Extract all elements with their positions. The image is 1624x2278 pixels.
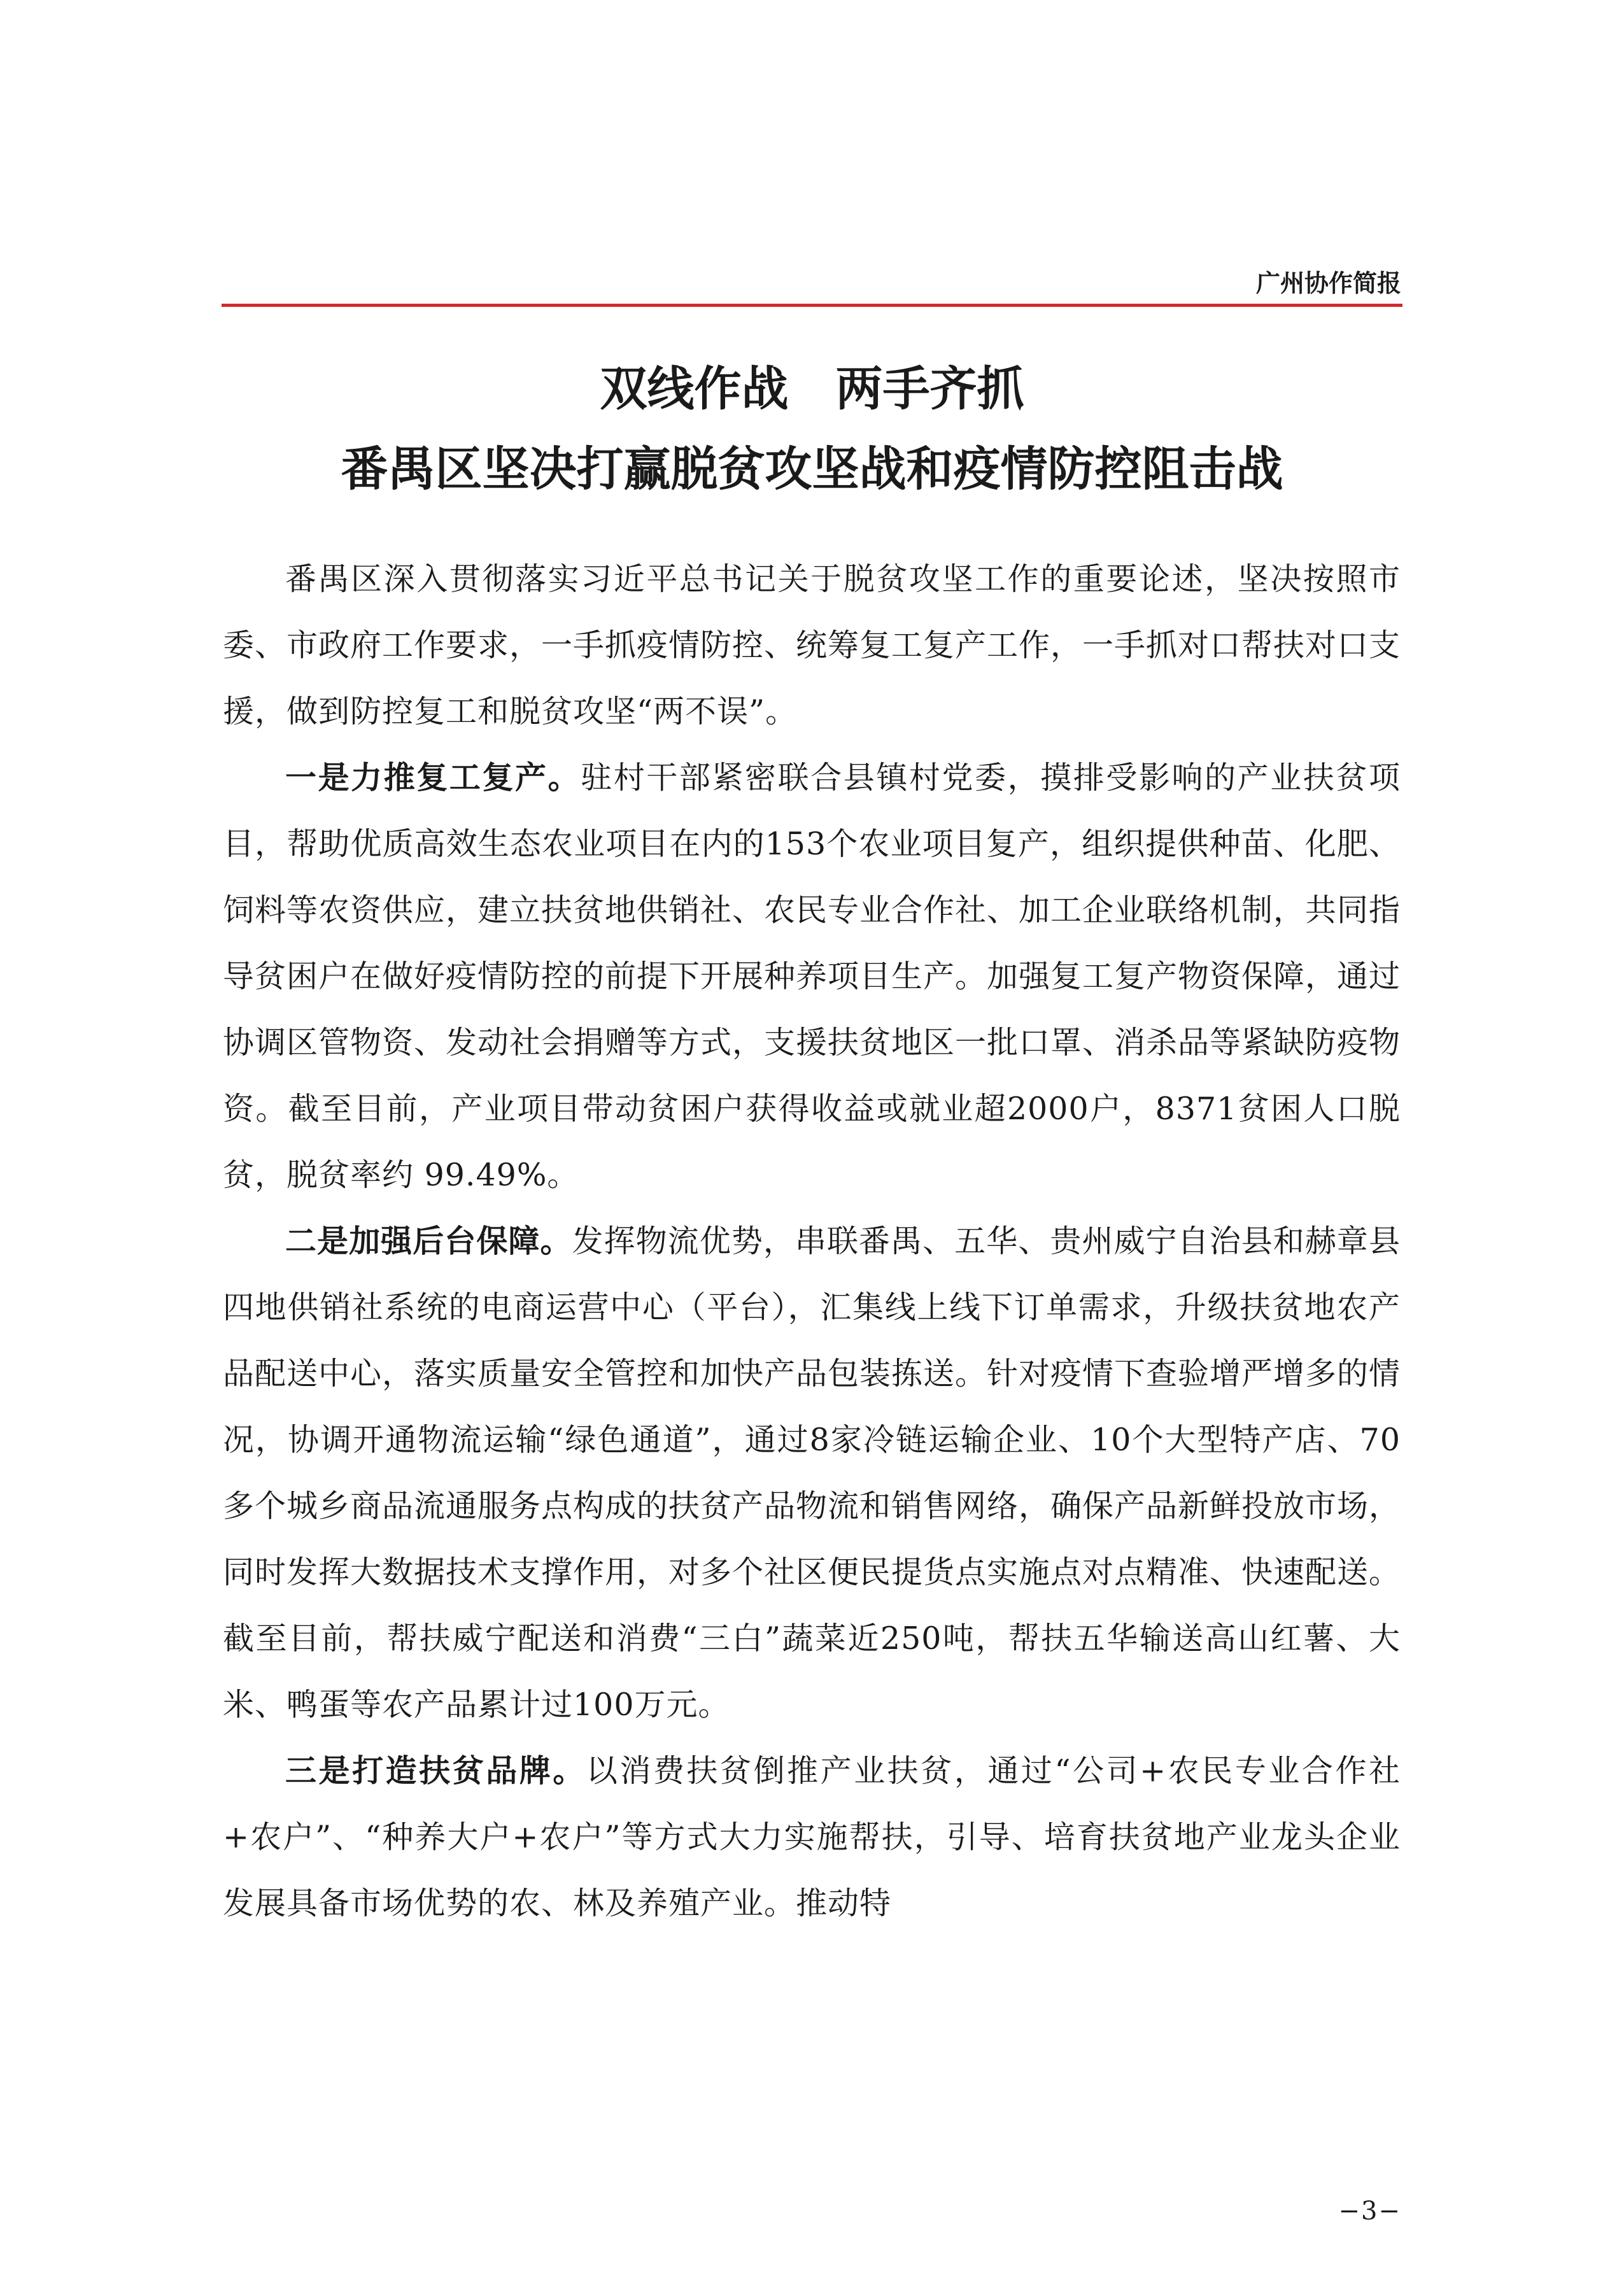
paragraph-lead: 一是力推复工复产。 xyxy=(285,760,581,796)
article-body xyxy=(223,546,1401,1937)
article-title-line-1: 双线作战 两手齐抓 xyxy=(600,362,1024,416)
paragraph-section-3 xyxy=(223,1738,1401,1937)
paragraph-lead: 二是加强后台保障。 xyxy=(285,1223,572,1259)
article-title-line-2: 番禺区坚决打赢脱贫攻坚战和疫情防控阻击战 xyxy=(341,442,1283,497)
paragraph-section-1 xyxy=(223,745,1401,1208)
paragraph-lead: 三是打造扶贫品牌。 xyxy=(285,1753,586,1789)
page-number: −3− xyxy=(1338,2197,1401,2226)
paragraph-text: 以消费扶贫倒推产业扶贫，通过“公司+农民专业合作社+农户”、“种养大户+农户”等方式大力实施帮扶，引导、培育扶贫地产业龙头企业发展具备市场优势的农、林及养殖产业。推动特 xyxy=(223,1753,1401,1921)
paragraph-text: 发挥物流优势，串联番禺、五华、贵州威宁自治县和赫章县四地供销社系统的电商运营中心（平台），汇集线上线下订单需求，升级扶贫地农产品配送中心，落实质量安全管控和加快产品包装拣送。针对疫情下查验增严增多的情况，协调开通物流运输“绿色通道”，通过8家冷链运输企业、10个大型特产店、70多个城乡商品流通服务点构成的扶贫产品物流和销售网络，确保产品新鲜投放市场，同时发挥大数据技术支撑作用，对多个社区便民提货点实施点对点精准、快速配送。截至目前，帮扶威宁配送和消费“三白”蔬菜近250吨，帮扶五华输送高山红薯、大米、鸭蛋等农产品累计过100万元。 xyxy=(223,1223,1401,1723)
paragraph-intro xyxy=(223,546,1401,745)
paragraph-text: 番禺区深入贯彻落实习近平总书记关于脱贫攻坚工作的重要论述，坚决按照市委、市政府工作要求，一手抓疫情防控、统筹复工复产工作，一手抓对口帮扶对口支援，做到防控复工和脱贫攻坚“两不误”。 xyxy=(223,561,1401,730)
paragraph-text: 驻村干部紧密联合县镇村党委，摸排受影响的产业扶贫项目，帮助优质高效生态农业项目在内的153个农业项目复产，组织提供种苗、化肥、饲料等农资供应，建立扶贫地供销社、农民专业合作社、加工企业联络机制，共同指导贫困户在做好疫情防控的前提下开展种养项目生产。加强复工复产物资保障，通过协调区管物资、发动社会捐赠等方式，支援扶贫地区一批口罩、消杀品等紧缺防疫物资。截至目前，产业项目带动贫困户获得收益或就业超2000户，8371贫困人口脱贫，脱贫率约 99.49%。 xyxy=(223,760,1401,1193)
header-divider xyxy=(222,304,1402,307)
paragraph-section-2 xyxy=(223,1208,1401,1738)
publication-name: 广州协作简报 xyxy=(1255,269,1401,297)
